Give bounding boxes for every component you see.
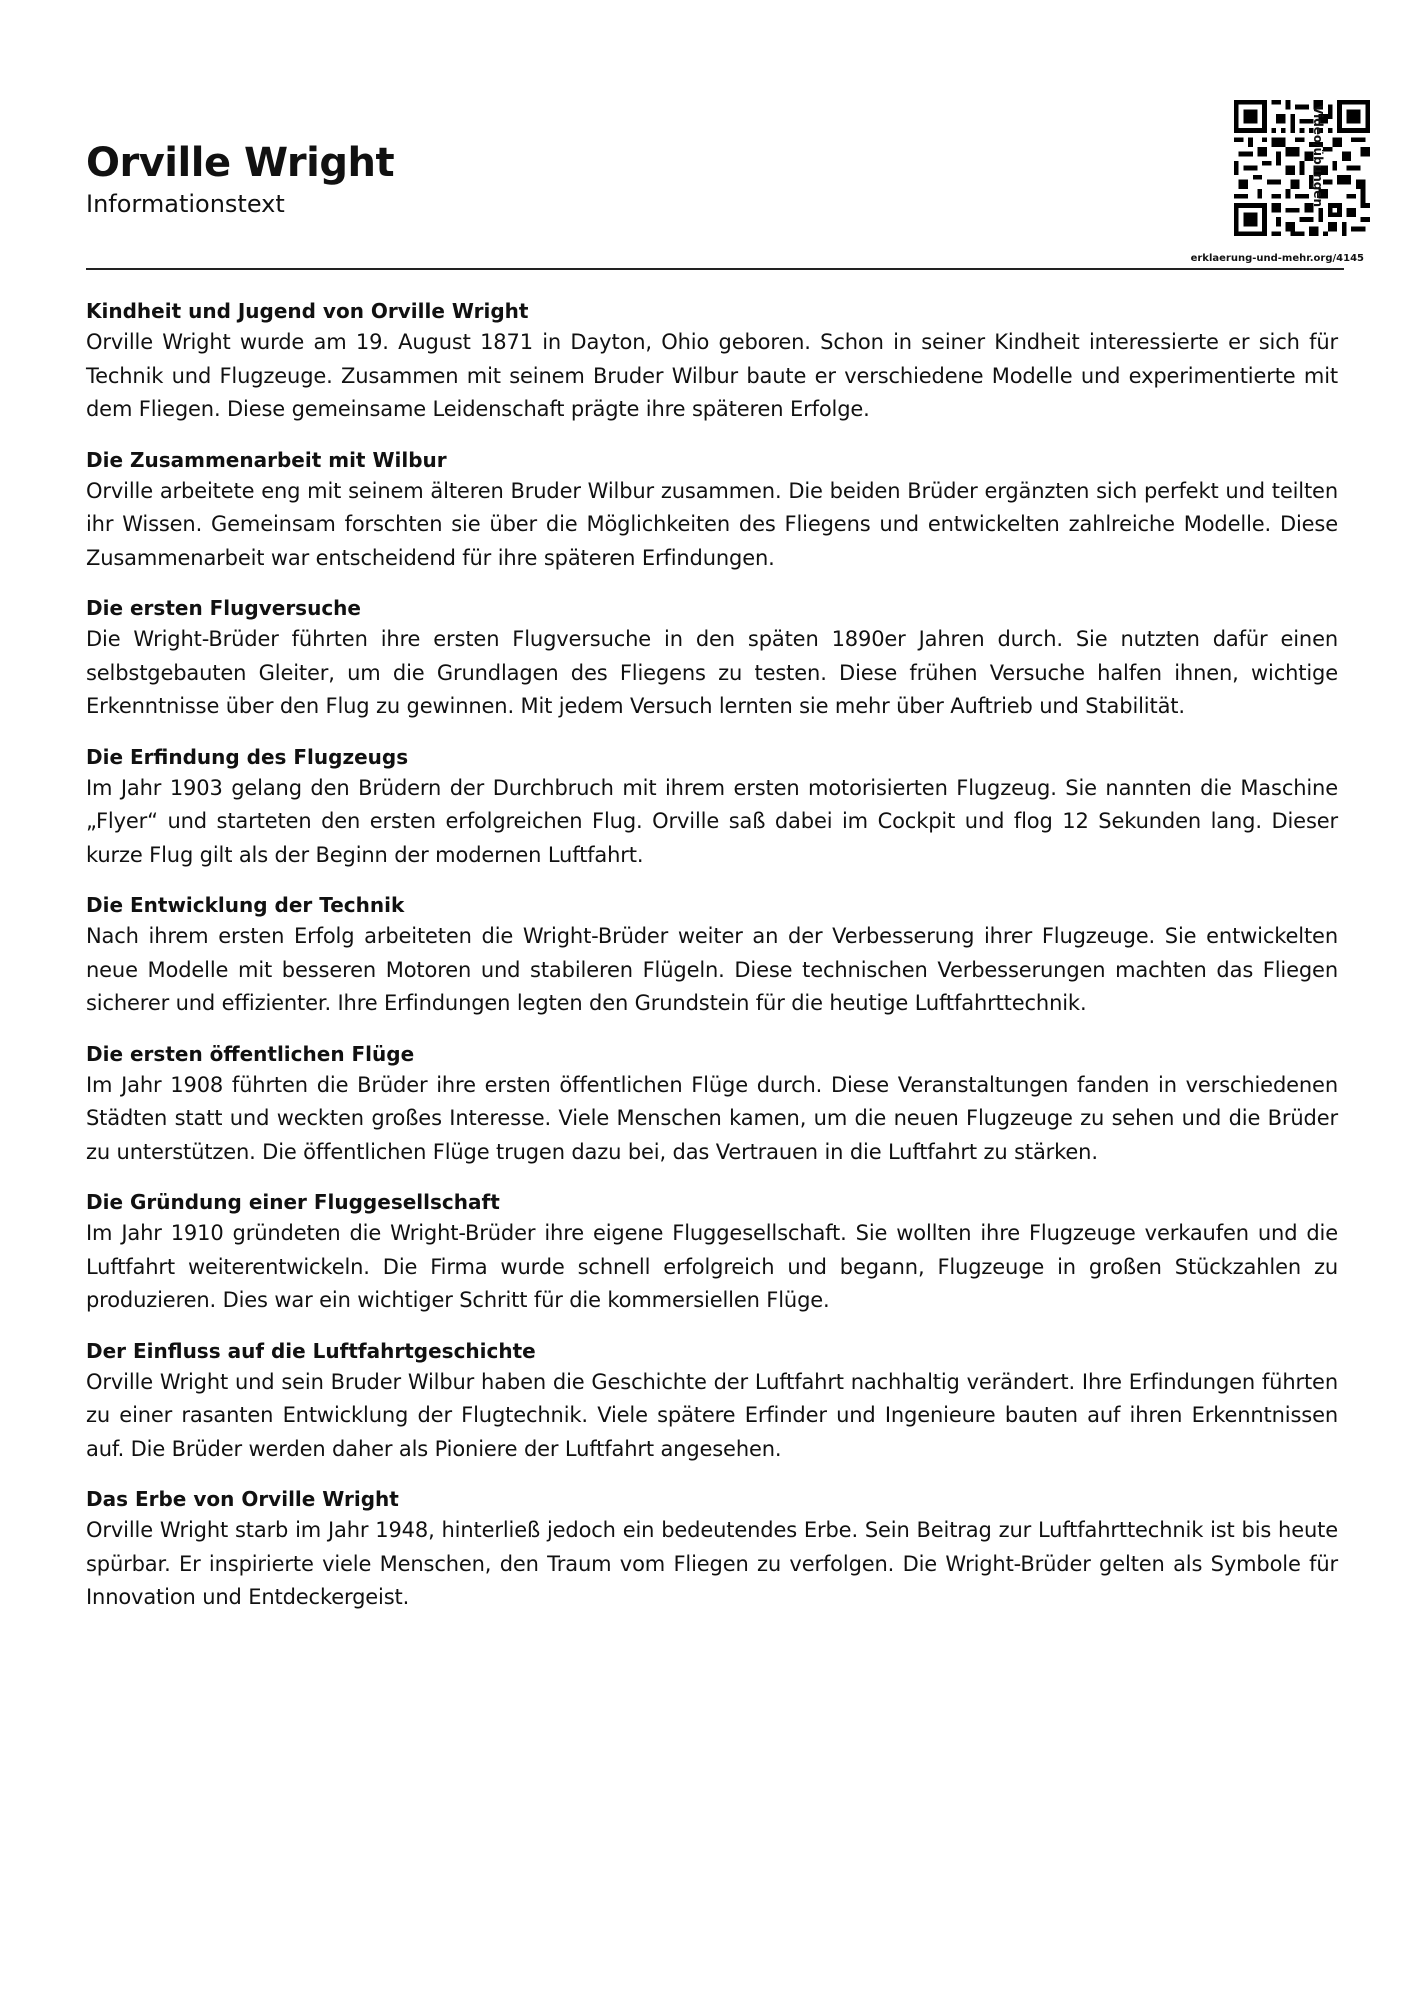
section-heading: Das Erbe von Orville Wright: [86, 1487, 399, 1511]
page-subtitle: Informationstext: [86, 190, 285, 218]
section-heading: Die Zusammenarbeit mit Wilbur: [86, 447, 447, 472]
document-body: [86, 296, 1338, 1633]
section-text: Im Jahr 1908 führten die Brüder ihre ersten öffentlichen Flüge durch. Diese Veranstaltungen fanden in verschiedenen Städten statt und weckten großes Interesse. Viele Menschen kamen, um die neuen Flugzeuge zu sehen und die Brüder zu unterstützen. Die öffentlichen Flüge trugen dazu bei, das Vertrauen in die Luftfahrt zu stärken.: [86, 1072, 1338, 1164]
section-kindheit: [86, 296, 1338, 427]
header-divider: [86, 268, 1344, 270]
section-text: Die Wright-Brüder führten ihre ersten Flugversuche in den späten 1890er Jahren durch. Sie nutzten dafür einen selbstgebauten Gleiter, um die Grundlagen des Fliegens zu testen. Diese frühen Versuche halfen ihnen, wichtige Erkenntnisse über den Flug zu gewinnen. Mit jedem Versuch lernten sie mehr über Auftrieb und Stabilität.: [86, 627, 1338, 718]
section-text: Orville Wright wurde am 19. August 1871 in Dayton, Ohio geboren. Schon in seiner Kindheit interessierte er sich für Technik und Flugzeuge. Zusammen mit seinem Bruder Wilbur baute er verschiedene Modelle und experimentierte mit dem Fliegen. Diese gemeinsame Leidenschaft prägte ihre späteren Erfolge.: [86, 330, 1338, 421]
section-heading: Der Einfluss auf die Luftfahrtgeschichte: [86, 1338, 536, 1363]
qr-url-label[interactable]: erklaerung-und-mehr.org/4145: [1190, 253, 1364, 264]
section-oeffentliche-fluege: [86, 1039, 1338, 1170]
document-header: [86, 105, 1364, 270]
section-text: Im Jahr 1903 gelang den Brüdern der Durchbruch mit ihrem ersten motorisierten Flugzeug. Sie nannten die Maschine „Flyer“ und starteten den ersten erfolgreichen Flug. Orville saß dabei im Cockpit und flog 12 Sekunden lang. Dieser kurze Flug gilt als der Beginn der modernen Luftfahrt.: [86, 775, 1338, 867]
qr-code-icon[interactable]: [1234, 100, 1370, 236]
page-title: Orville Wright: [86, 140, 395, 186]
section-flugversuche: [86, 593, 1338, 724]
section-heading: Die ersten öffentlichen Flüge: [86, 1041, 415, 1066]
section-zusammenarbeit: [86, 445, 1338, 576]
section-text: Nach ihrem ersten Erfolg arbeiteten die Wright-Brüder weiter an der Verbesserung ihrer Flugzeuge. Sie entwickelten neue Modelle mit besseren Motoren und stabileren Flügeln. Diese technischen Verbesserungen machten das Fliegen sicherer und effizienter. Ihre Erfindungen legten den Grundstein für die heutige Luftfahrttechnik.: [86, 924, 1338, 1015]
section-text: Orville arbeitete eng mit seinem älteren Bruder Wilbur zusammen. Die beiden Brüder ergänzten sich perfekt und teilten ihr Wissen. Gemeinsam forschten sie über die Möglichkeiten des Fliegens und entwickelten zahlreiche Modelle. Diese Zusammenarbeit war entscheidend für ihre späteren Erfindungen.: [86, 478, 1338, 570]
section-einfluss: [86, 1336, 1338, 1467]
section-heading: Kindheit und Jugend von Orville Wright: [86, 299, 529, 323]
section-text: Orville Wright starb im Jahr 1948, hinterließ jedoch ein bedeutendes Erbe. Sein Beitrag zur Luftfahrttechnik ist bis heute spürbar. Er inspirierte viele Menschen, den Traum vom Fliegen zu verfolgen. Die Wright-Brüder gelten als Symbole für Innovation und Entdeckergeist.: [86, 1518, 1338, 1609]
section-technik: [86, 890, 1338, 1021]
section-fluggesellschaft: [86, 1187, 1338, 1318]
qr-side-label: Video/übungen: [1311, 105, 1325, 208]
section-erbe: [86, 1484, 1338, 1615]
section-heading: Die Erfindung des Flugzeugs: [86, 744, 409, 769]
section-text: Im Jahr 1910 gründeten die Wright-Brüder ihre eigene Fluggesellschaft. Sie wollten ihre Flugzeuge verkaufen und die Luftfahrt weiterentwickeln. Die Firma wurde schnell erfolgreich und begann, Flugzeuge in großen Stückzahlen zu produzieren. Dies war ein wichtiger Schritt für die kommersiellen Flüge.: [86, 1221, 1338, 1312]
section-text: Orville Wright und sein Bruder Wilbur haben die Geschichte der Luftfahrt nachhaltig verändert. Ihre Erfindungen führten zu einer rasanten Entwicklung der Flugtechnik. Viele spätere Erfinder und Ingenieure bauten auf ihren Erkenntnissen auf. Die Brüder werden daher als Pioniere der Luftfahrt angesehen.: [86, 1369, 1338, 1461]
section-heading: Die Entwicklung der Technik: [86, 893, 405, 917]
section-heading: Die ersten Flugversuche: [86, 596, 361, 620]
section-heading: Die Gründung einer Fluggesellschaft: [86, 1190, 500, 1214]
qr-block: [1156, 120, 1364, 268]
section-erfindung: [86, 742, 1338, 873]
